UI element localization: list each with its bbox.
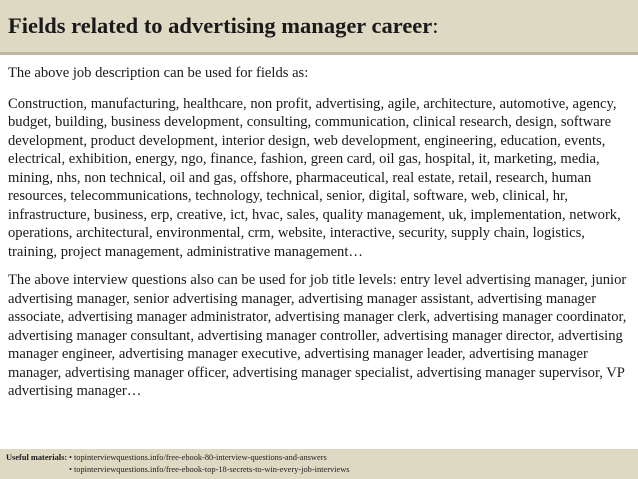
ebook-80-questions-link[interactable]: topinterviewquestions.info/free-ebook-80-interview-questions-and-answers xyxy=(73,453,327,462)
footer xyxy=(0,449,638,479)
fields-paragraph: Construction, manufacturing, healthcare, non profit, advertising, agile, architecture, automotive, agency, budget, building, business development, consulting, communication, clinical research, design, software development, product development, interior design, web development, engineering, education, events, electrical, exhibition, energy, ngo, finance, fashion, green card, oil gas, hospital, it, marketing, media, mining, nhs, non technical, oil and gas, offshore, pharmaceutical, real estate, retail, research, human resources, telecommunications, technology, technical, senior, digital, software, web, clinical, hr, infrastructure, business, erp, creative, ict, hvac, sales, quality management, uk, implementation, network, operations, architectural, environmental, crm, website, interactive, security, supply chain, logistics, training, project management, administrative management… xyxy=(8,95,621,260)
job-titles-paragraph: The above interview questions also can be used for job title levels: entry level advertising manager, junior advertising manager, senior advertising manager, advertising manager assistant, advertising manager associate, advertising manager administrator, advertising manager clerk, advertising manager coordinator, advertising manager consultant, advertising manager controller, advertising manager director, advertising manager engineer, advertising manager executive, advertising manager leader, advertising manager manager, advertising manager officer, advertising manager specialist, advertising manager supervisor, VP advertising manager… xyxy=(8,272,627,399)
slide-title-text: Fields related to advertising manager career xyxy=(8,13,433,38)
useful-materials xyxy=(6,452,350,476)
title-divider xyxy=(0,52,638,55)
footer-row xyxy=(6,464,350,476)
slide-title-colon: : xyxy=(432,13,439,38)
footer-row xyxy=(6,452,350,464)
ebook-18-secrets-link[interactable]: topinterviewquestions.info/free-ebook-top-18-secrets-to-win-every-job-interviews xyxy=(73,465,350,474)
bullet-icon: • xyxy=(69,453,72,462)
bullet-icon: • xyxy=(69,465,72,474)
footer-spacer xyxy=(6,464,69,476)
slide-body xyxy=(8,64,632,401)
useful-materials-label: Useful materials: xyxy=(6,453,68,462)
title-bar xyxy=(0,0,638,52)
slide-title xyxy=(8,13,439,39)
intro-paragraph: The above job description can be used for fields as: xyxy=(8,65,309,81)
